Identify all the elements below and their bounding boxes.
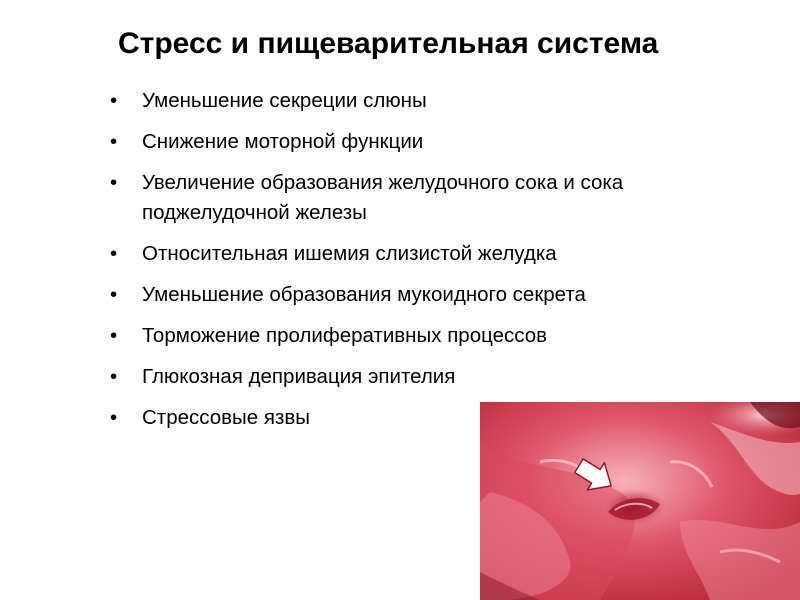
bullet-item: • Стрессовые язвы (108, 403, 748, 433)
bullet-item: • Торможение пролиферативных процессов (108, 321, 748, 351)
slide-title: Стресс и пищеварительная система (118, 27, 659, 60)
stomach-ulcer-photo (480, 402, 800, 600)
bullet-item: • Увеличение образования желудочного сока и сока поджелудочной железы (108, 168, 748, 228)
bullet-item: • Относительная ишемия слизистой желудка (108, 239, 748, 269)
bullet-item: • Глюкозная депривация эпителия (108, 362, 748, 392)
bullet-item: • Снижение моторной функции (108, 127, 748, 157)
bullet-item: • Уменьшение образования мукоидного секрета (108, 280, 748, 310)
bullet-item: • Уменьшение секреции слюны (108, 86, 748, 116)
bullet-list (108, 86, 748, 444)
